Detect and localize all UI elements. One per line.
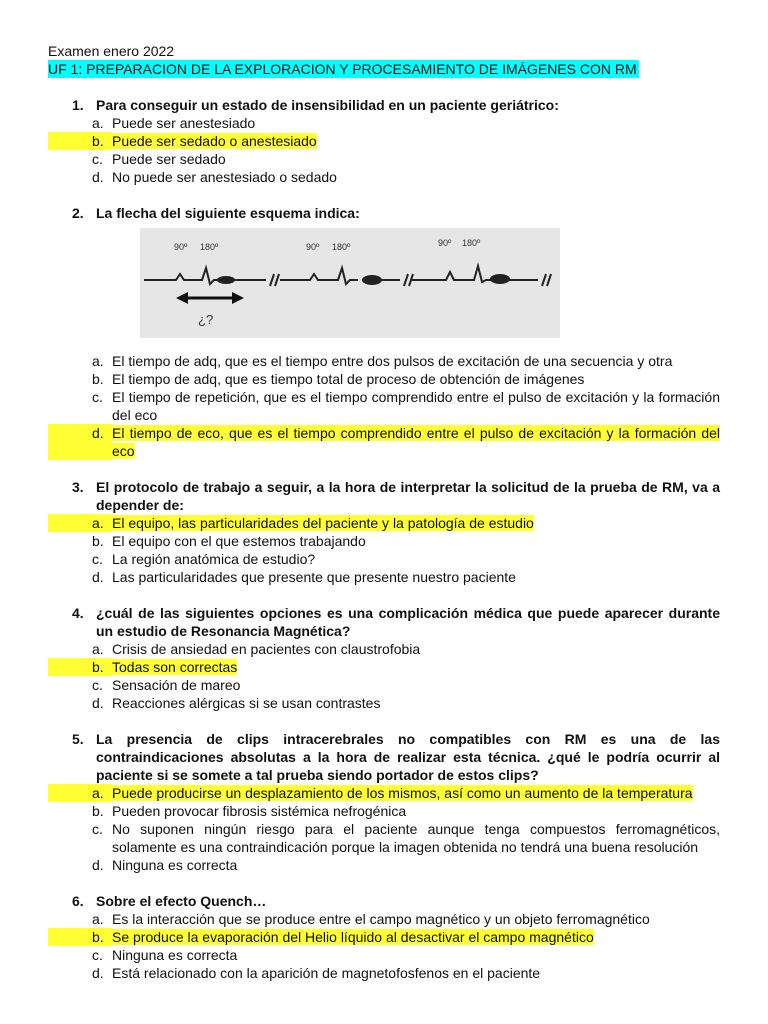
question-number: 6. [72, 893, 84, 909]
question-text: Sobre el efecto Quench… [96, 893, 267, 909]
question-text: ¿cuál de las siguientes opciones es una complicación médica que puede aparecer durante un estudio de Resonancia Magnética? [96, 605, 720, 639]
option-b-answer: b. Se produce la evaporación del Helio líquido al desactivar el campo magnético [48, 928, 720, 946]
question-number: 3. [72, 479, 84, 495]
option-c: c. Sensación de mareo [92, 677, 241, 693]
question-number: 1. [72, 97, 84, 113]
option-d: d. Ninguna es correcta [92, 857, 238, 873]
option-c: c. No suponen ningún riesgo para el paciente aunque tenga compuestos ferromagnéticos, solamente es una contraindicación porque la imagen obtenida no tendrá una buena resolución [92, 821, 720, 855]
option-c: c. Ninguna es correcta [92, 947, 238, 963]
option-a: a. El tiempo de adq, que es el tiempo entre dos pulsos de excitación de una secuencia y otra [92, 353, 673, 369]
option-d: d. No puede ser anestesiado o sedado [92, 169, 337, 185]
option-d: d. Está relacionado con la aparición de magnetofosfenos en el paciente [92, 965, 541, 981]
question-text: El protocolo de trabajo a seguir, a la hora de interpretar la solicitud de la prueba de RM, va a depender de: [96, 479, 720, 513]
option-a-answer: a. Puede producirse un desplazamiento de los mismos, así como un aumento de la temperatura [48, 784, 720, 802]
question-5 [48, 730, 720, 874]
question-number: 4. [72, 605, 84, 621]
option-a: a. Es la interacción que se produce entre el campo magnético y un objeto ferromagnético [92, 911, 650, 927]
exam-title: Examen enero 2022 [48, 43, 175, 59]
option-d: d. Reacciones alérgicas si se usan contrastes [92, 695, 381, 711]
question-number: 5. [72, 731, 84, 747]
option-b: b. El tiempo de adq, que es tiempo total de proceso de obtención de imágenes [92, 371, 585, 387]
option-c: c. Puede ser sedado [92, 151, 226, 167]
question-6 [48, 892, 720, 982]
label-180-2: 180º [332, 242, 351, 252]
option-d: d. Las particularidades que presente que presente nuestro paciente [92, 569, 516, 585]
question-text: Para conseguir un estado de insensibilidad en un paciente geriátrico: [96, 97, 559, 113]
label-90-1: 90º [174, 242, 188, 252]
option-c: c. El tiempo de repetición, que es el tiempo comprendido entre el pulso de excitación y la formación del eco [92, 389, 720, 423]
option-b: b. Pueden provocar fibrosis sistémica nefrogénica [92, 803, 407, 819]
label-180-1: 180º [200, 242, 219, 252]
question-text: La flecha del siguiente esquema indica: [96, 205, 360, 221]
label-90-2: 90º [306, 242, 320, 252]
label-180-3: 180º [462, 238, 481, 248]
unit-title: UF 1: PREPARACION DE LA EXPLORACION Y PROCESAMIENTO DE IMÁGENES CON RM [48, 61, 637, 77]
question-number: 2. [72, 205, 84, 221]
option-b-answer: b. Puede ser sedado o anestesiado [48, 132, 720, 150]
question-2 [48, 204, 720, 460]
option-b: b. El equipo con el que estemos trabajando [92, 533, 366, 549]
option-a: a. Crisis de ansiedad en pacientes con claustrofobia [92, 641, 421, 657]
option-b-answer: b. Todas son correctas [48, 658, 720, 676]
question-1 [48, 96, 720, 186]
pulse-sequence-diagram [140, 228, 560, 338]
question-mark-label: ¿? [198, 312, 214, 327]
question-4 [48, 604, 720, 712]
option-d-answer: d. El tiempo de eco, que es el tiempo comprendido entre el pulso de excitación y la formación del eco [48, 424, 720, 460]
question-3 [48, 478, 720, 586]
question-text: La presencia de clips intracerebrales no compatibles con RM es una de las contraindicaciones absolutas a la hora de realizar esta técnica. ¿qué le podría ocurrir al paciente si se somete a tal prueba siendo portador de estos clips? [96, 731, 720, 783]
option-c: c. La región anatómica de estudio? [92, 551, 316, 567]
label-90-3: 90º [438, 238, 452, 248]
option-a-answer: a. El equipo, las particularidades del paciente y la patología de estudio [48, 514, 720, 532]
option-a: a. Puede ser anestesiado [92, 115, 256, 131]
